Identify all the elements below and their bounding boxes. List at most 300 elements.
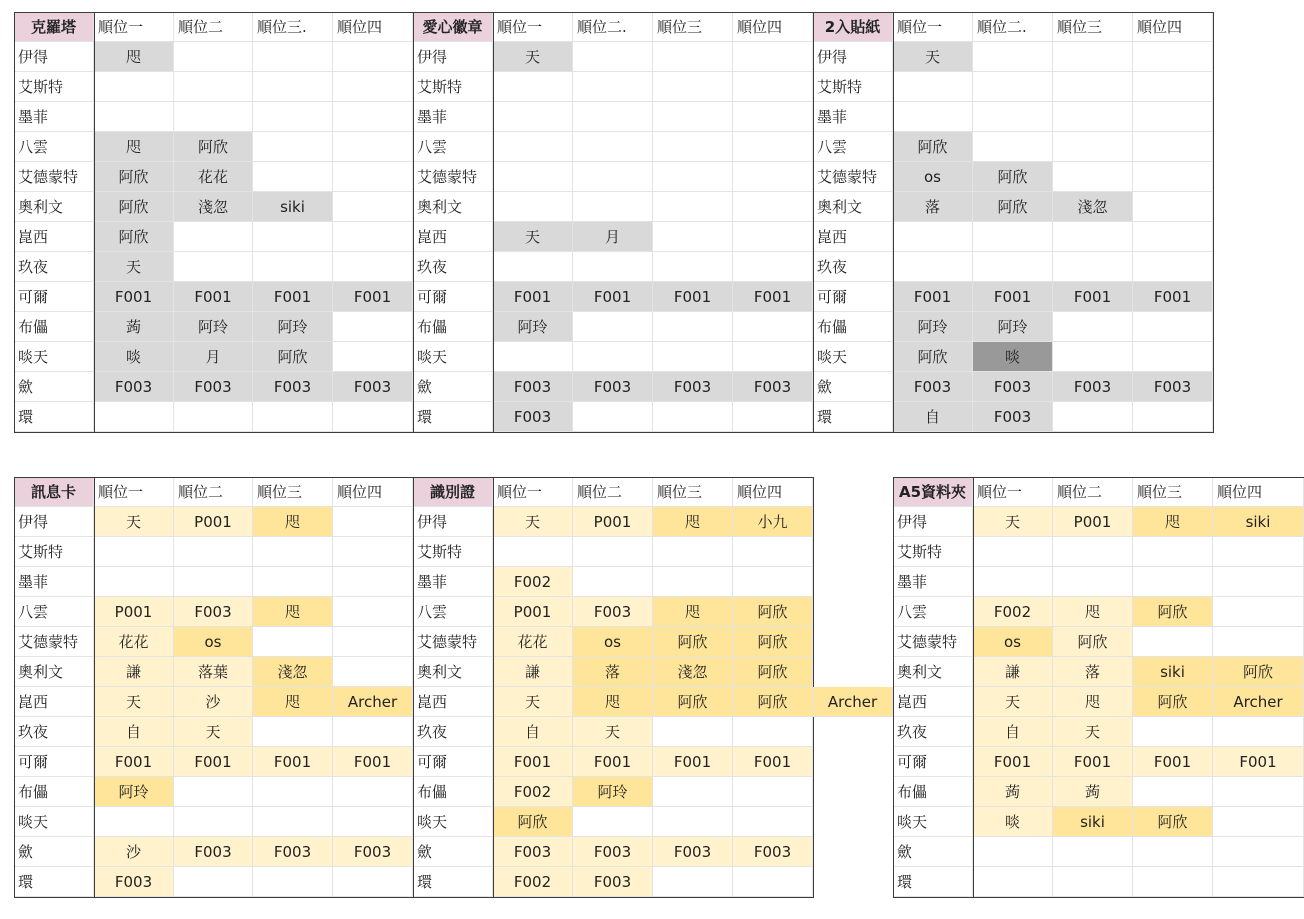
table-cell[interactable] <box>1053 342 1133 372</box>
table-cell[interactable]: F003 <box>733 372 813 402</box>
table-cell[interactable]: 天 <box>174 717 253 747</box>
table-cell[interactable] <box>1053 222 1133 252</box>
table-cell[interactable]: 咫 <box>653 507 733 537</box>
table-cell[interactable] <box>653 867 733 897</box>
table-cell[interactable] <box>733 192 813 222</box>
table-cell[interactable]: F001 <box>653 747 733 777</box>
table-cell[interactable] <box>94 537 174 567</box>
table-cell[interactable]: 阿欣 <box>653 627 733 657</box>
table-cell[interactable] <box>333 72 413 102</box>
table-cell[interactable] <box>174 402 253 432</box>
table-cell[interactable] <box>733 402 813 432</box>
table-cell[interactable]: 自 <box>94 717 174 747</box>
table-cell[interactable]: F001 <box>253 282 333 312</box>
table-cell[interactable] <box>653 777 733 807</box>
table-cell[interactable] <box>493 342 573 372</box>
table-cell[interactable]: 阿欣 <box>653 687 733 717</box>
table-cell[interactable]: F003 <box>493 837 573 867</box>
table-cell[interactable]: 阿玲 <box>174 312 253 342</box>
table-cell[interactable] <box>1053 72 1133 102</box>
table-cell[interactable]: 啖 <box>973 342 1053 372</box>
table-cell[interactable]: 阿玲 <box>493 312 573 342</box>
table-cell[interactable]: F003 <box>333 837 413 867</box>
table-cell[interactable] <box>333 132 413 162</box>
table-cell[interactable]: 阿欣 <box>1133 807 1213 837</box>
table-cell[interactable] <box>1213 537 1304 567</box>
table-cell[interactable]: 天 <box>1053 717 1133 747</box>
table-cell[interactable]: 天 <box>493 222 573 252</box>
table-cell[interactable] <box>333 162 413 192</box>
table-cell[interactable]: 阿欣 <box>893 342 973 372</box>
table-cell[interactable] <box>253 72 333 102</box>
table-cell[interactable] <box>174 222 253 252</box>
table-cell[interactable] <box>733 252 813 282</box>
table-cell[interactable] <box>1133 102 1213 132</box>
table-cell[interactable] <box>333 102 413 132</box>
table-cell[interactable] <box>1213 867 1304 897</box>
table-cell[interactable]: F003 <box>94 372 174 402</box>
table-cell[interactable] <box>253 537 333 567</box>
table-cell[interactable] <box>653 192 733 222</box>
table-cell[interactable]: F001 <box>1213 747 1304 777</box>
table-cell[interactable]: 天 <box>493 42 573 72</box>
table-cell[interactable] <box>893 102 973 132</box>
table-cell[interactable] <box>733 222 813 252</box>
table-cell[interactable]: F001 <box>1133 282 1213 312</box>
table-cell[interactable] <box>493 192 573 222</box>
table-cell[interactable]: 天 <box>573 717 653 747</box>
table-cell[interactable] <box>94 807 174 837</box>
table-cell[interactable] <box>253 132 333 162</box>
table-cell[interactable]: F003 <box>1053 372 1133 402</box>
table-cell[interactable]: F003 <box>573 372 653 402</box>
table-cell[interactable] <box>573 342 653 372</box>
table-cell[interactable]: 咫 <box>1133 507 1213 537</box>
table-cell[interactable]: 落 <box>573 657 653 687</box>
table-cell[interactable]: os <box>573 627 653 657</box>
table-cell[interactable] <box>653 252 733 282</box>
table-cell[interactable]: 謙 <box>493 657 573 687</box>
table-cell[interactable] <box>94 402 174 432</box>
table-cell[interactable] <box>1213 807 1304 837</box>
table-cell[interactable]: P001 <box>573 507 653 537</box>
table-cell[interactable]: F003 <box>333 372 413 402</box>
table-cell[interactable] <box>333 807 413 837</box>
table-cell[interactable] <box>653 402 733 432</box>
table-cell[interactable] <box>653 567 733 597</box>
table-cell[interactable]: 阿欣 <box>1053 627 1133 657</box>
table-cell[interactable] <box>1133 252 1213 282</box>
table-cell[interactable]: 月 <box>174 342 253 372</box>
table-cell[interactable] <box>493 102 573 132</box>
table-cell[interactable] <box>1133 342 1213 372</box>
table-cell[interactable] <box>973 102 1053 132</box>
table-cell[interactable] <box>733 777 813 807</box>
table-cell[interactable] <box>253 717 333 747</box>
table-cell[interactable]: 天 <box>973 507 1053 537</box>
table-cell[interactable] <box>733 162 813 192</box>
table-cell[interactable] <box>174 867 253 897</box>
table-cell[interactable] <box>253 42 333 72</box>
table-cell[interactable]: 啖 <box>973 807 1053 837</box>
table-cell[interactable] <box>653 312 733 342</box>
table-cell[interactable] <box>1053 252 1133 282</box>
table-cell[interactable]: F001 <box>573 282 653 312</box>
table-cell[interactable] <box>333 597 413 627</box>
table-cell[interactable] <box>253 807 333 837</box>
table-cell[interactable] <box>653 42 733 72</box>
table-cell[interactable] <box>174 777 253 807</box>
table-cell[interactable]: F001 <box>493 747 573 777</box>
table-cell[interactable] <box>1133 42 1213 72</box>
table-cell[interactable]: P001 <box>1053 507 1133 537</box>
table-cell[interactable] <box>653 102 733 132</box>
table-cell[interactable]: 花花 <box>493 627 573 657</box>
table-cell[interactable] <box>1133 837 1213 867</box>
table-cell[interactable]: 阿玲 <box>253 312 333 342</box>
table-cell[interactable]: F001 <box>573 747 653 777</box>
table-cell[interactable]: 阿欣 <box>1133 597 1213 627</box>
table-cell[interactable]: Archer <box>1213 687 1304 717</box>
table-cell[interactable]: F003 <box>573 867 653 897</box>
table-cell[interactable] <box>1053 312 1133 342</box>
table-cell[interactable]: F001 <box>973 747 1053 777</box>
table-cell[interactable] <box>1213 597 1304 627</box>
table-cell[interactable] <box>973 132 1053 162</box>
table-cell[interactable]: 花花 <box>174 162 253 192</box>
table-cell[interactable] <box>1133 777 1213 807</box>
table-cell[interactable]: 阿欣 <box>733 597 813 627</box>
table-cell[interactable] <box>253 222 333 252</box>
table-cell[interactable]: F001 <box>333 747 413 777</box>
table-cell[interactable]: 阿玲 <box>573 777 653 807</box>
table-cell[interactable]: 淺忽 <box>1053 192 1133 222</box>
table-cell[interactable]: 淺忽 <box>174 192 253 222</box>
table-cell[interactable] <box>253 867 333 897</box>
table-cell[interactable]: F003 <box>653 372 733 402</box>
table-cell[interactable]: F001 <box>973 282 1053 312</box>
table-cell[interactable] <box>733 312 813 342</box>
table-cell[interactable]: F001 <box>1133 747 1213 777</box>
table-cell[interactable]: F001 <box>94 747 174 777</box>
table-cell[interactable] <box>973 222 1053 252</box>
table-cell[interactable]: 阿玲 <box>973 312 1053 342</box>
table-cell[interactable] <box>573 162 653 192</box>
table-cell[interactable] <box>573 567 653 597</box>
table-cell[interactable] <box>1133 192 1213 222</box>
table-cell[interactable]: F001 <box>733 747 813 777</box>
table-cell[interactable]: 咫 <box>253 597 333 627</box>
table-cell[interactable]: 小九 <box>733 507 813 537</box>
table-cell[interactable]: 淺忽 <box>253 657 333 687</box>
table-cell[interactable]: 咫 <box>653 597 733 627</box>
table-cell[interactable] <box>174 537 253 567</box>
table-cell[interactable]: 阿欣 <box>973 162 1053 192</box>
table-cell[interactable] <box>1133 162 1213 192</box>
table-cell[interactable] <box>733 807 813 837</box>
table-cell[interactable] <box>733 717 813 747</box>
table-cell[interactable] <box>573 402 653 432</box>
table-cell[interactable]: 咫 <box>94 42 174 72</box>
table-cell[interactable]: os <box>973 627 1053 657</box>
table-cell[interactable]: 落葉 <box>174 657 253 687</box>
table-cell[interactable]: F003 <box>493 372 573 402</box>
table-cell[interactable] <box>973 252 1053 282</box>
table-cell[interactable] <box>733 567 813 597</box>
table-cell[interactable]: 阿欣 <box>733 657 813 687</box>
table-cell[interactable]: F001 <box>174 747 253 777</box>
table-cell[interactable] <box>573 192 653 222</box>
table-cell[interactable] <box>1133 567 1213 597</box>
table-cell[interactable] <box>1053 867 1133 897</box>
table-cell[interactable]: F003 <box>493 402 573 432</box>
table-cell[interactable]: 阿欣 <box>733 627 813 657</box>
table-cell[interactable] <box>493 132 573 162</box>
table-cell[interactable]: Archer <box>333 687 413 717</box>
table-cell[interactable] <box>333 657 413 687</box>
table-cell[interactable]: 阿欣 <box>253 342 333 372</box>
table-cell[interactable] <box>973 837 1053 867</box>
table-cell[interactable] <box>733 42 813 72</box>
table-cell[interactable]: 阿欣 <box>94 222 174 252</box>
table-cell[interactable] <box>973 567 1053 597</box>
table-cell[interactable] <box>1053 132 1133 162</box>
table-cell[interactable]: F003 <box>573 837 653 867</box>
table-cell[interactable] <box>493 252 573 282</box>
table-cell[interactable]: P001 <box>174 507 253 537</box>
table-cell[interactable] <box>1133 537 1213 567</box>
table-cell[interactable]: F003 <box>94 867 174 897</box>
table-cell[interactable]: 阿欣 <box>893 132 973 162</box>
table-cell[interactable]: F001 <box>253 747 333 777</box>
table-cell[interactable] <box>174 72 253 102</box>
table-cell[interactable]: 阿欣 <box>973 192 1053 222</box>
table-cell[interactable] <box>1053 162 1133 192</box>
table-cell[interactable] <box>733 72 813 102</box>
table-cell[interactable] <box>333 627 413 657</box>
table-cell[interactable]: F002 <box>493 867 573 897</box>
table-cell[interactable] <box>253 627 333 657</box>
table-cell[interactable] <box>1213 777 1304 807</box>
table-cell[interactable]: F002 <box>973 597 1053 627</box>
table-cell[interactable]: F001 <box>493 282 573 312</box>
table-cell[interactable] <box>1133 312 1213 342</box>
table-cell[interactable] <box>333 192 413 222</box>
table-cell[interactable] <box>174 42 253 72</box>
table-cell[interactable]: siki <box>1133 657 1213 687</box>
table-cell[interactable] <box>573 42 653 72</box>
table-cell[interactable]: 阿欣 <box>1213 657 1304 687</box>
table-cell[interactable]: F002 <box>493 567 573 597</box>
table-cell[interactable] <box>333 717 413 747</box>
table-cell[interactable]: 阿欣 <box>94 162 174 192</box>
table-cell[interactable]: 咫 <box>94 132 174 162</box>
table-cell[interactable]: P001 <box>94 597 174 627</box>
table-cell[interactable] <box>973 42 1053 72</box>
table-cell[interactable]: 月 <box>573 222 653 252</box>
table-cell[interactable] <box>493 162 573 192</box>
table-cell[interactable]: F003 <box>893 372 973 402</box>
table-cell[interactable] <box>1133 867 1213 897</box>
table-cell[interactable] <box>174 807 253 837</box>
table-cell[interactable]: F001 <box>653 282 733 312</box>
table-cell[interactable] <box>94 102 174 132</box>
table-cell[interactable] <box>653 162 733 192</box>
table-cell[interactable] <box>573 312 653 342</box>
table-cell[interactable] <box>1053 537 1133 567</box>
table-cell[interactable]: F001 <box>1053 747 1133 777</box>
table-cell[interactable] <box>253 777 333 807</box>
table-cell[interactable] <box>733 537 813 567</box>
table-cell[interactable]: siki <box>1053 807 1133 837</box>
table-cell[interactable]: F001 <box>333 282 413 312</box>
table-cell[interactable]: 謙 <box>973 657 1053 687</box>
table-cell[interactable] <box>253 567 333 597</box>
table-cell[interactable] <box>653 222 733 252</box>
table-cell[interactable]: 天 <box>973 687 1053 717</box>
table-cell[interactable] <box>253 162 333 192</box>
extra-cell-archer[interactable]: Archer <box>813 687 893 717</box>
table-cell[interactable]: 沙 <box>174 687 253 717</box>
table-cell[interactable] <box>1133 402 1213 432</box>
table-cell[interactable] <box>493 72 573 102</box>
table-cell[interactable] <box>733 132 813 162</box>
table-cell[interactable] <box>733 342 813 372</box>
table-cell[interactable] <box>333 312 413 342</box>
table-cell[interactable]: 落 <box>1053 657 1133 687</box>
table-cell[interactable]: 咫 <box>573 687 653 717</box>
table-cell[interactable] <box>1133 627 1213 657</box>
table-cell[interactable] <box>333 537 413 567</box>
table-cell[interactable] <box>333 222 413 252</box>
table-cell[interactable] <box>1213 717 1304 747</box>
table-cell[interactable] <box>333 402 413 432</box>
table-cell[interactable]: 蒟 <box>1053 777 1133 807</box>
table-cell[interactable]: 沙 <box>94 837 174 867</box>
table-cell[interactable]: 阿欣 <box>174 132 253 162</box>
table-cell[interactable]: F001 <box>174 282 253 312</box>
table-cell[interactable]: 落 <box>893 192 973 222</box>
table-cell[interactable] <box>1133 132 1213 162</box>
table-cell[interactable] <box>653 342 733 372</box>
table-cell[interactable]: 天 <box>493 687 573 717</box>
table-cell[interactable]: os <box>893 162 973 192</box>
table-cell[interactable] <box>333 342 413 372</box>
table-cell[interactable] <box>973 72 1053 102</box>
table-cell[interactable] <box>733 102 813 132</box>
table-cell[interactable]: os <box>174 627 253 657</box>
table-cell[interactable]: 啖 <box>94 342 174 372</box>
table-cell[interactable]: 阿玲 <box>94 777 174 807</box>
table-cell[interactable] <box>1213 567 1304 597</box>
table-cell[interactable] <box>333 867 413 897</box>
table-cell[interactable]: 蒟 <box>94 312 174 342</box>
table-cell[interactable] <box>1133 717 1213 747</box>
table-cell[interactable]: 天 <box>893 42 973 72</box>
table-cell[interactable]: F003 <box>174 597 253 627</box>
table-cell[interactable] <box>1053 42 1133 72</box>
table-cell[interactable]: F003 <box>174 837 253 867</box>
table-cell[interactable] <box>653 537 733 567</box>
table-cell[interactable]: F003 <box>733 837 813 867</box>
table-cell[interactable] <box>333 507 413 537</box>
table-cell[interactable]: 阿欣 <box>94 192 174 222</box>
table-cell[interactable]: F003 <box>973 402 1053 432</box>
table-cell[interactable] <box>333 42 413 72</box>
table-cell[interactable] <box>1053 102 1133 132</box>
table-cell[interactable] <box>253 102 333 132</box>
table-cell[interactable]: F001 <box>1053 282 1133 312</box>
table-cell[interactable] <box>573 252 653 282</box>
table-cell[interactable] <box>573 537 653 567</box>
table-cell[interactable] <box>94 72 174 102</box>
table-cell[interactable]: F003 <box>653 837 733 867</box>
table-cell[interactable]: 淺忽 <box>653 657 733 687</box>
table-cell[interactable]: 謙 <box>94 657 174 687</box>
table-cell[interactable]: F001 <box>733 282 813 312</box>
table-cell[interactable]: F003 <box>253 372 333 402</box>
table-cell[interactable]: 咫 <box>1053 687 1133 717</box>
table-cell[interactable] <box>653 717 733 747</box>
table-cell[interactable]: siki <box>253 192 333 222</box>
table-cell[interactable] <box>174 102 253 132</box>
table-cell[interactable] <box>973 867 1053 897</box>
table-cell[interactable] <box>733 867 813 897</box>
table-cell[interactable]: 蒟 <box>973 777 1053 807</box>
table-cell[interactable]: 咫 <box>253 687 333 717</box>
table-cell[interactable]: F003 <box>973 372 1053 402</box>
table-cell[interactable] <box>333 252 413 282</box>
table-cell[interactable] <box>1133 222 1213 252</box>
table-cell[interactable] <box>1053 402 1133 432</box>
table-cell[interactable] <box>893 72 973 102</box>
table-cell[interactable]: 自 <box>493 717 573 747</box>
table-cell[interactable] <box>493 537 573 567</box>
table-cell[interactable] <box>573 72 653 102</box>
table-cell[interactable]: P001 <box>493 597 573 627</box>
table-cell[interactable]: F003 <box>1133 372 1213 402</box>
table-cell[interactable] <box>1213 837 1304 867</box>
table-cell[interactable] <box>174 252 253 282</box>
table-cell[interactable] <box>333 777 413 807</box>
table-cell[interactable]: 阿欣 <box>733 687 813 717</box>
table-cell[interactable]: F001 <box>94 282 174 312</box>
table-cell[interactable]: 自 <box>893 402 973 432</box>
table-cell[interactable]: 天 <box>94 687 174 717</box>
table-cell[interactable]: siki <box>1213 507 1304 537</box>
table-cell[interactable]: 天 <box>493 507 573 537</box>
table-cell[interactable]: 天 <box>94 507 174 537</box>
table-cell[interactable] <box>1213 627 1304 657</box>
table-cell[interactable]: 自 <box>973 717 1053 747</box>
table-cell[interactable] <box>253 402 333 432</box>
table-cell[interactable] <box>653 807 733 837</box>
table-cell[interactable] <box>653 72 733 102</box>
table-cell[interactable] <box>573 132 653 162</box>
table-cell[interactable] <box>253 252 333 282</box>
table-cell[interactable]: 咫 <box>253 507 333 537</box>
table-cell[interactable] <box>573 807 653 837</box>
table-cell[interactable] <box>893 222 973 252</box>
table-cell[interactable]: F003 <box>174 372 253 402</box>
table-cell[interactable] <box>653 132 733 162</box>
table-cell[interactable] <box>1053 837 1133 867</box>
table-cell[interactable] <box>893 252 973 282</box>
table-cell[interactable]: 花花 <box>94 627 174 657</box>
table-cell[interactable]: 阿玲 <box>893 312 973 342</box>
table-cell[interactable]: 咫 <box>1053 597 1133 627</box>
table-cell[interactable] <box>94 567 174 597</box>
